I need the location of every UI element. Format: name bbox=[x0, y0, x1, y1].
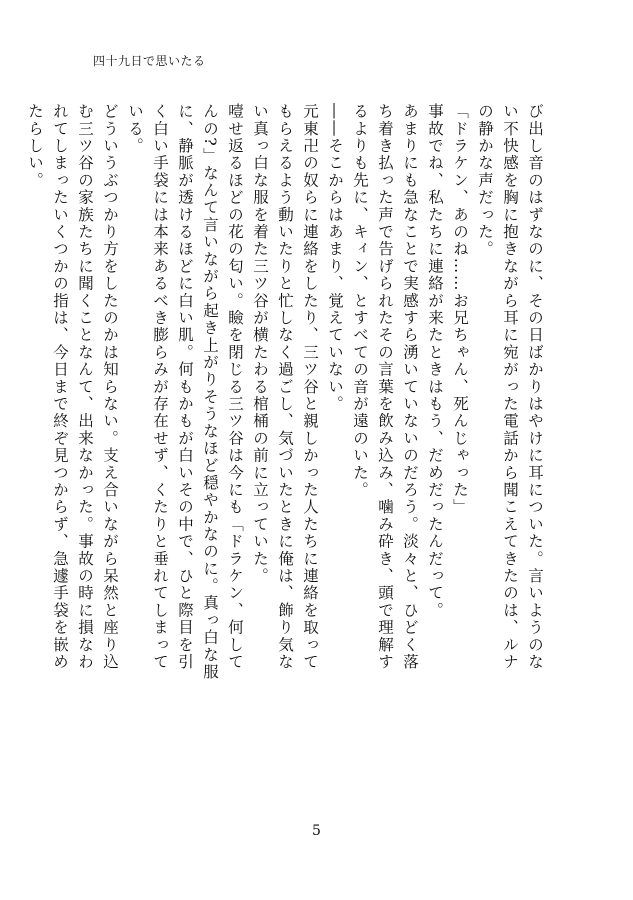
paragraph-2: 「ドラケン、あのね……お兄ちゃん、死んじゃった」 bbox=[451, 103, 469, 516]
paragraph-3: 事故でね、私たちに連絡が来たときはもう、だめだったんだって。 bbox=[426, 103, 444, 619]
paragraph-5: ――そこからはあまり、覚えていない。 bbox=[326, 103, 344, 413]
running-header-title: 四十九日で思いたる bbox=[93, 54, 206, 68]
paragraph-6: 元東卍の奴らに連絡をしたり、三ツ谷と親しかった人たちに連絡を取ってもらえるよう動いたりと忙しなく過ごし、気づいたときに俺は、飾り気ない真っ白な服を着た三ツ谷が横たわる棺桶の前に立っていた。 bbox=[251, 103, 319, 671]
paragraph-8: どういうぶつかり方をしたのかは知らない。支え合いながら呆然と座り込む三ツ谷の家族たちに聞くことなんて、出来なかった。事故の時に損なわれてしまったいくつかの指は、今日まで終ぞ見つからず、急遽手袋を嵌めたらしい。 bbox=[26, 103, 119, 671]
paragraph-4: あまりにも急なことで実感すら湧いていないのだろう。淡々と、ひどく落ち着き払った声で告げられたその言葉を飲み込み、噛み砕き、頭で理解するよりも先に、キィン、とすべての音が遠のいた。 bbox=[351, 103, 419, 671]
paragraph-7: 噎せ返るほどの花の匂い。瞼を閉じる三ツ谷は今にも「ドラケン、何してんの?」なんて言いながら起き上がりそうなほど穏やかなのに。真っ白な服に、静脈が透けるほどに白い肌。何もかもが白いその中で、ひと際目を引く白い手袋には本来あるべき膨らみが存在せず、くたりと垂れてしまっている。 bbox=[126, 103, 244, 681]
vertical-body-text bbox=[22, 103, 547, 683]
page-number: 5 bbox=[312, 823, 321, 839]
paragraph-1: び出し音のはずなのに、その日ばかりはやけに耳についた。言いようのない不快感を胸に抱きながら耳に宛がった電話から聞こえてきたのは、ルナの静かな声だった。 bbox=[476, 103, 544, 671]
